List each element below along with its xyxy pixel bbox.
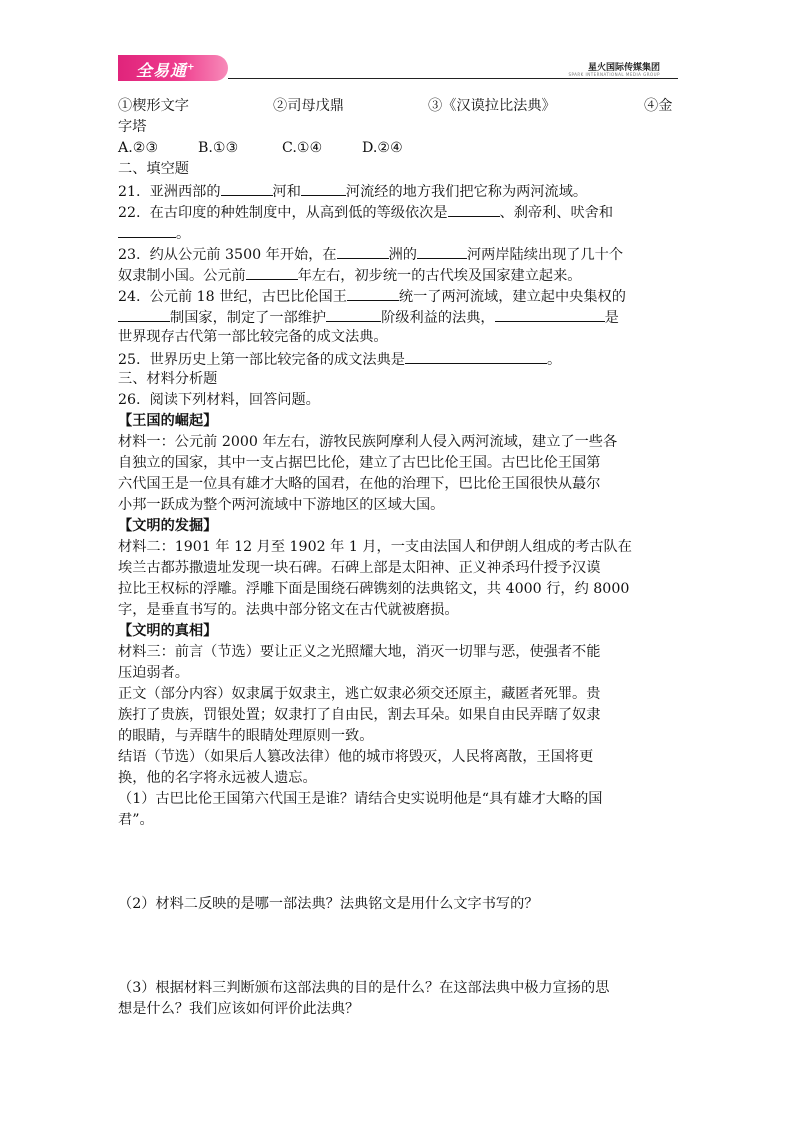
material-3-line: 正文（部分内容）奴隶属于奴隶主，逃亡奴隶必须交还原主，藏匿者死罪。贵 xyxy=(118,686,601,702)
option-4: ④金 xyxy=(644,98,673,114)
answer-blank[interactable] xyxy=(347,285,399,301)
material-2-line: 拉比王权标的浮雕。浮雕下面是围绕石碑镌刻的法典铭文，共 4000 行，约 8000 xyxy=(118,581,630,597)
header-rule xyxy=(228,78,678,79)
option-1: ①楔形文字 xyxy=(118,98,189,114)
answer-blank[interactable] xyxy=(246,264,298,280)
q20-choices-row xyxy=(118,138,678,159)
option-4-cont: 字塔 xyxy=(118,119,147,135)
material-3-line: 换，他的名字将永远被人遗忘。 xyxy=(118,770,317,786)
material-1-line: 自独立的国家，其中一支占据巴比伦，建立了古巴比伦王国。古巴比伦王国第 xyxy=(118,455,601,471)
question-24: 24. 公元前 18 世纪，古巴比伦国王 统一了两河流域，建立起中央集权的 xyxy=(118,285,678,306)
sub-question-2: （2）材料二反映的是哪一部法典？法典铭文是用什么文字书写的？ xyxy=(118,896,539,912)
question-24-cont2: 世界现存古代第一部比较完备的成文法典。 xyxy=(118,329,388,345)
material-1-line: 六代国王是一位具有雄才大略的国君，在他的治理下，巴比伦王国很快从蕞尔 xyxy=(118,476,601,492)
answer-blank[interactable] xyxy=(221,180,273,196)
choice-d: D.②④ xyxy=(362,140,403,156)
material-3-line: 的眼睛，与弄瞎牛的眼睛处理原则一致。 xyxy=(118,728,374,744)
answer-space-2[interactable] xyxy=(118,915,678,978)
question-22: 22. 在古印度的种姓制度中，从高到低的等级依次是 、刹帝利、吠舍和 xyxy=(118,201,678,222)
answer-blank[interactable] xyxy=(448,201,500,217)
question-25: 25. 世界历史上第一部比较完备的成文法典是 。 xyxy=(118,348,678,369)
answer-blank[interactable] xyxy=(326,306,381,322)
material-1-line: 小邦一跃成为整个两河流域中下游地区的区域大国。 xyxy=(118,497,445,513)
material-3-line: 结语（节选）（如果后人篡改法律）他的城市将毁灭，人民将离散，王国将更 xyxy=(118,749,594,765)
choice-c: C.①④ xyxy=(282,140,323,156)
question-24-cont: 制国家，制定了一部维护 阶级利益的法典， 是 xyxy=(118,306,678,327)
question-26-intro: 26. 阅读下列材料，回答问题。 xyxy=(118,392,320,408)
sub-question-3-cont: 想是什么？我们应该如何评价此法典？ xyxy=(118,1001,360,1017)
section-3-title: 三、材料分析题 xyxy=(118,371,218,387)
question-21: 21. 亚洲西部的 河和 河流经的地方我们把它称为两河流域。 xyxy=(118,180,678,201)
sub-question-3: （3）根据材料三判断颁布这部法典的目的是什么？在这部法典中极力宣扬的思 xyxy=(118,980,610,996)
document-body xyxy=(118,96,678,1020)
page-header xyxy=(118,55,678,81)
question-23-cont: 奴隶制小国。公元前 年左右，初步统一的古代埃及国家建立起来。 xyxy=(118,264,678,285)
answer-blank[interactable] xyxy=(301,180,346,196)
sub-question-1: （1）古巴比伦王国第六代国王是谁？请结合史实说明他是“具有雄才大略的国 xyxy=(118,791,603,807)
choice-a: A.②③ xyxy=(118,140,159,156)
material-1-line: 材料一：公元前 2000 年左右，游牧民族阿摩利人侵入两河流域，建立了一些各 xyxy=(118,434,618,450)
material-2-line: 字，是垂直书写的。法典中部分铭文在古代就被磨损。 xyxy=(118,602,459,618)
answer-blank[interactable] xyxy=(118,306,170,322)
material-2-title: 【文明的发掘】 xyxy=(118,518,218,534)
answer-blank[interactable] xyxy=(417,243,467,259)
choice-b: B.①③ xyxy=(198,140,239,156)
material-1-title: 【王国的崛起】 xyxy=(118,413,218,429)
company-name: 星火国际传媒集团 xyxy=(587,63,660,73)
sub-question-1-cont: 君”。 xyxy=(118,812,154,828)
question-22-cont: 。 xyxy=(118,222,678,243)
company-subtitle: SPARK INTERNATIONAL MEDIA GROUP xyxy=(568,72,660,77)
answer-space-1[interactable] xyxy=(118,831,678,894)
material-3-line: 材料三：前言（节选）要让正义之光照耀大地，消灭一切罪与恶，使强者不能 xyxy=(118,644,601,660)
material-3-line: 族打了贵族，罚银处置；奴隶打了自由民，割去耳朵。如果自由民弄瞎了奴隶 xyxy=(118,707,601,723)
answer-blank[interactable] xyxy=(337,243,389,259)
brand-logo xyxy=(118,55,228,81)
material-3-line: 压迫弱者。 xyxy=(118,665,189,681)
option-2: ②司母戊鼎 xyxy=(273,98,344,114)
answer-blank[interactable] xyxy=(118,222,176,238)
material-2-line: 埃兰古都苏撒遗址发现一块石碑。石碑上部是太阳神、正义神杀玛什授予汉谟 xyxy=(118,560,601,576)
question-23: 23. 约从公元前 3500 年开始，在 洲的 河两岸陆续出现了几十个 xyxy=(118,243,678,264)
material-2-line: 材料二：1901 年 12 月至 1902 年 1 月，一支由法国人和伊朗人组成的考古队在 xyxy=(118,539,632,555)
q20-options-row xyxy=(118,96,678,117)
option-3: ③《汉谟拉比法典》 xyxy=(428,98,556,114)
section-2-title: 二、填空题 xyxy=(118,161,189,177)
answer-blank[interactable] xyxy=(495,306,605,322)
brand-logo-text: 全易通+ xyxy=(136,61,196,80)
material-3-title: 【文明的真相】 xyxy=(118,623,218,639)
answer-blank[interactable] xyxy=(405,348,547,364)
